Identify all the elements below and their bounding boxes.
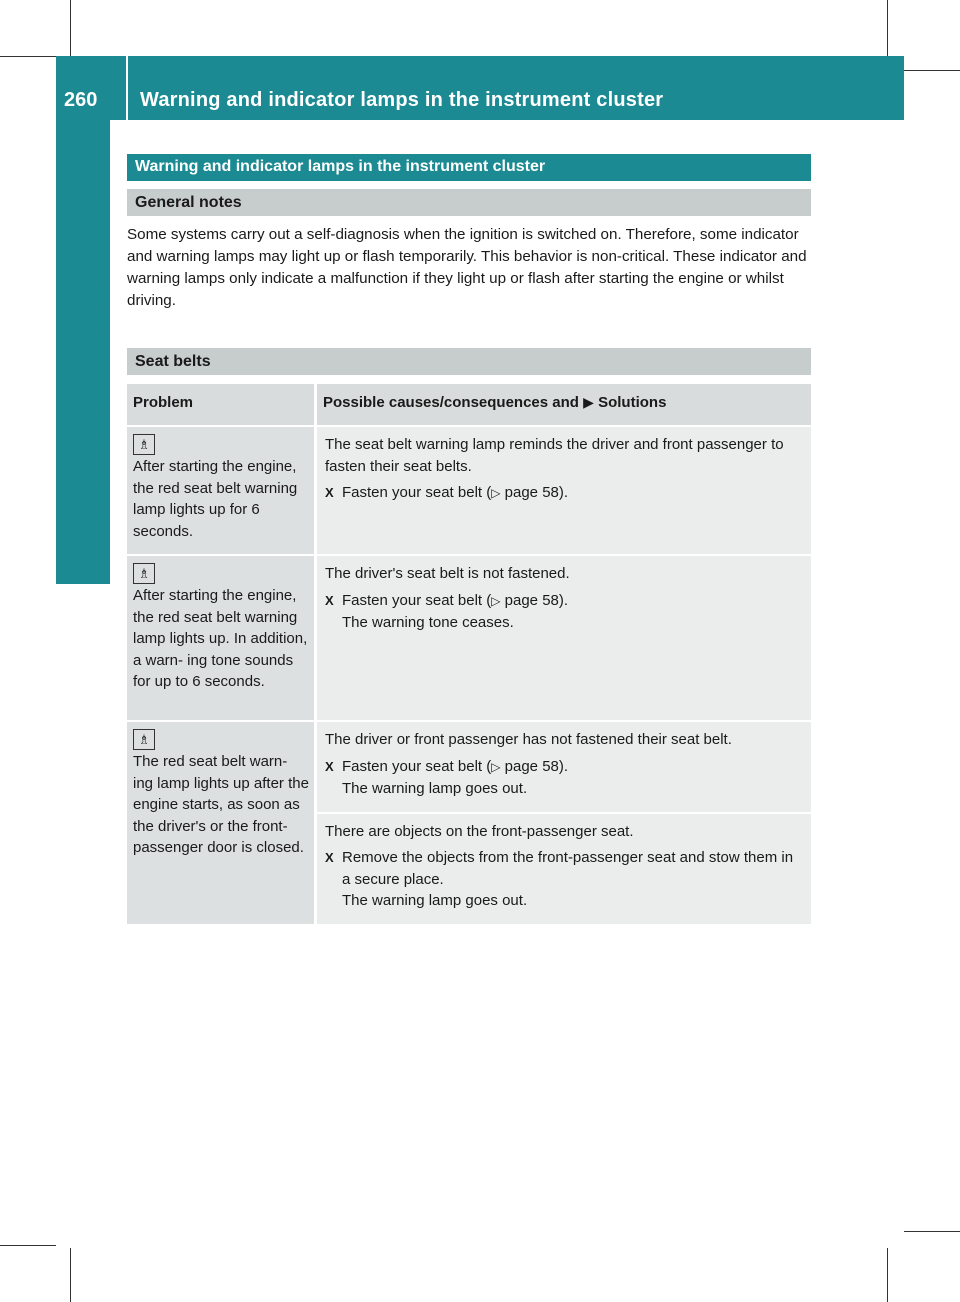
solution-step: X Remove the objects from the front-passenger seat and stow them in a secure place. The warning lamp goes out. xyxy=(325,847,805,912)
table-row xyxy=(127,721,811,813)
crop-mark xyxy=(0,56,56,57)
page-number: 260 xyxy=(64,89,98,111)
cause-text: The driver or front passenger has not fastened their seat belt. xyxy=(325,731,732,748)
problem-cell xyxy=(127,721,316,924)
page-ref-link[interactable]: page 58). xyxy=(500,591,569,609)
crop-mark xyxy=(70,0,71,56)
cause-cell xyxy=(316,813,812,924)
column-header-problem: Problem xyxy=(127,384,316,426)
step-x-icon: X xyxy=(325,592,334,608)
seat-belt-warning-icon: ♗ xyxy=(133,434,155,455)
page-header xyxy=(56,56,904,120)
section-title-bar xyxy=(127,154,811,181)
step-note: The warning lamp goes out. xyxy=(342,892,528,909)
cause-text: The seat belt warning lamp reminds the driver and front passenger to fasten their seat belts. xyxy=(325,436,784,475)
solution-step: X Fasten your seat belt (▷ page 58). The warning tone ceases. xyxy=(325,590,805,634)
page-ref-icon: ▷ xyxy=(491,593,501,608)
header-divider xyxy=(126,56,128,120)
crop-mark xyxy=(887,1248,888,1302)
step-note: The warning tone ceases. xyxy=(342,614,514,631)
problem-text: After starting the engine, the red seat belt warning lamp lights up. In addition, a warn- ing tone sounds for up to 6 seconds. xyxy=(133,587,308,690)
problem-text: The red seat belt warn- ing lamp lights up after the engine starts, as soon as the driver's or the front-passenger door is closed. xyxy=(133,753,309,856)
general-notes-text: Some systems carry out a self-diagnosis when the ignition is switched on. Therefore, some indicator and warning lamps may light up or flash temporarily. This behavior is non-critical. These indicator and warning lamps only indicate a malfunction if they light up or flash after starting the engine or whilst driving. xyxy=(127,226,807,309)
section-title: Warning and indicator lamps in the instrument cluster xyxy=(135,158,546,175)
crop-mark xyxy=(0,1245,56,1246)
page-ref-icon: ▷ xyxy=(491,759,501,774)
crop-mark xyxy=(70,1248,71,1302)
cause-cell xyxy=(316,426,812,555)
cause-text: There are objects on the front-passenger seat. xyxy=(325,822,634,840)
seat-belt-warning-icon: ♗ xyxy=(133,563,155,584)
solution-step: X Fasten your seat belt (▷ page 58). The warning lamp goes out. xyxy=(325,756,805,800)
chapter-label: On-board computer and displays xyxy=(86,200,109,530)
page-ref-icon: ▷ xyxy=(491,486,501,500)
step-x-icon: X xyxy=(325,850,334,865)
step-note: The warning lamp goes out. xyxy=(342,780,528,797)
cause-cell xyxy=(316,721,812,813)
header-title: Warning and indicator lamps in the instrument cluster xyxy=(140,89,664,111)
crop-mark xyxy=(904,1231,960,1232)
table-row xyxy=(127,426,811,555)
seat-belts-heading: Seat belts xyxy=(135,353,211,370)
seat-belt-warning-icon: ♗ xyxy=(133,729,155,750)
column-header-causes: Possible causes/consequences and ▶ Solutions xyxy=(316,384,812,426)
general-notes-bar xyxy=(127,189,811,216)
cause-text: The driver's seat belt is not fastened. xyxy=(325,565,570,582)
general-notes-heading: General notes xyxy=(135,194,242,211)
problem-cell xyxy=(127,426,316,555)
table-header-row xyxy=(127,384,811,426)
step-x-icon: X xyxy=(325,485,334,500)
problem-text: After starting the engine, the red seat belt warning lamp lights up for 6 seconds. xyxy=(133,458,298,540)
page-ref-link[interactable]: page 58). xyxy=(500,757,569,775)
step-x-icon: X xyxy=(325,758,334,774)
solutions-arrow-icon: ▶ xyxy=(583,394,594,410)
solution-step: X Fasten your seat belt (▷ page 58). xyxy=(325,482,805,505)
seat-belts-bar xyxy=(127,348,811,375)
crop-mark xyxy=(887,0,888,56)
problem-cell xyxy=(127,555,316,721)
page-ref-link[interactable]: page 58). xyxy=(500,484,569,501)
crop-mark xyxy=(904,70,960,71)
cause-cell xyxy=(316,555,812,721)
table-row xyxy=(127,555,811,721)
seat-belts-table xyxy=(127,384,811,924)
